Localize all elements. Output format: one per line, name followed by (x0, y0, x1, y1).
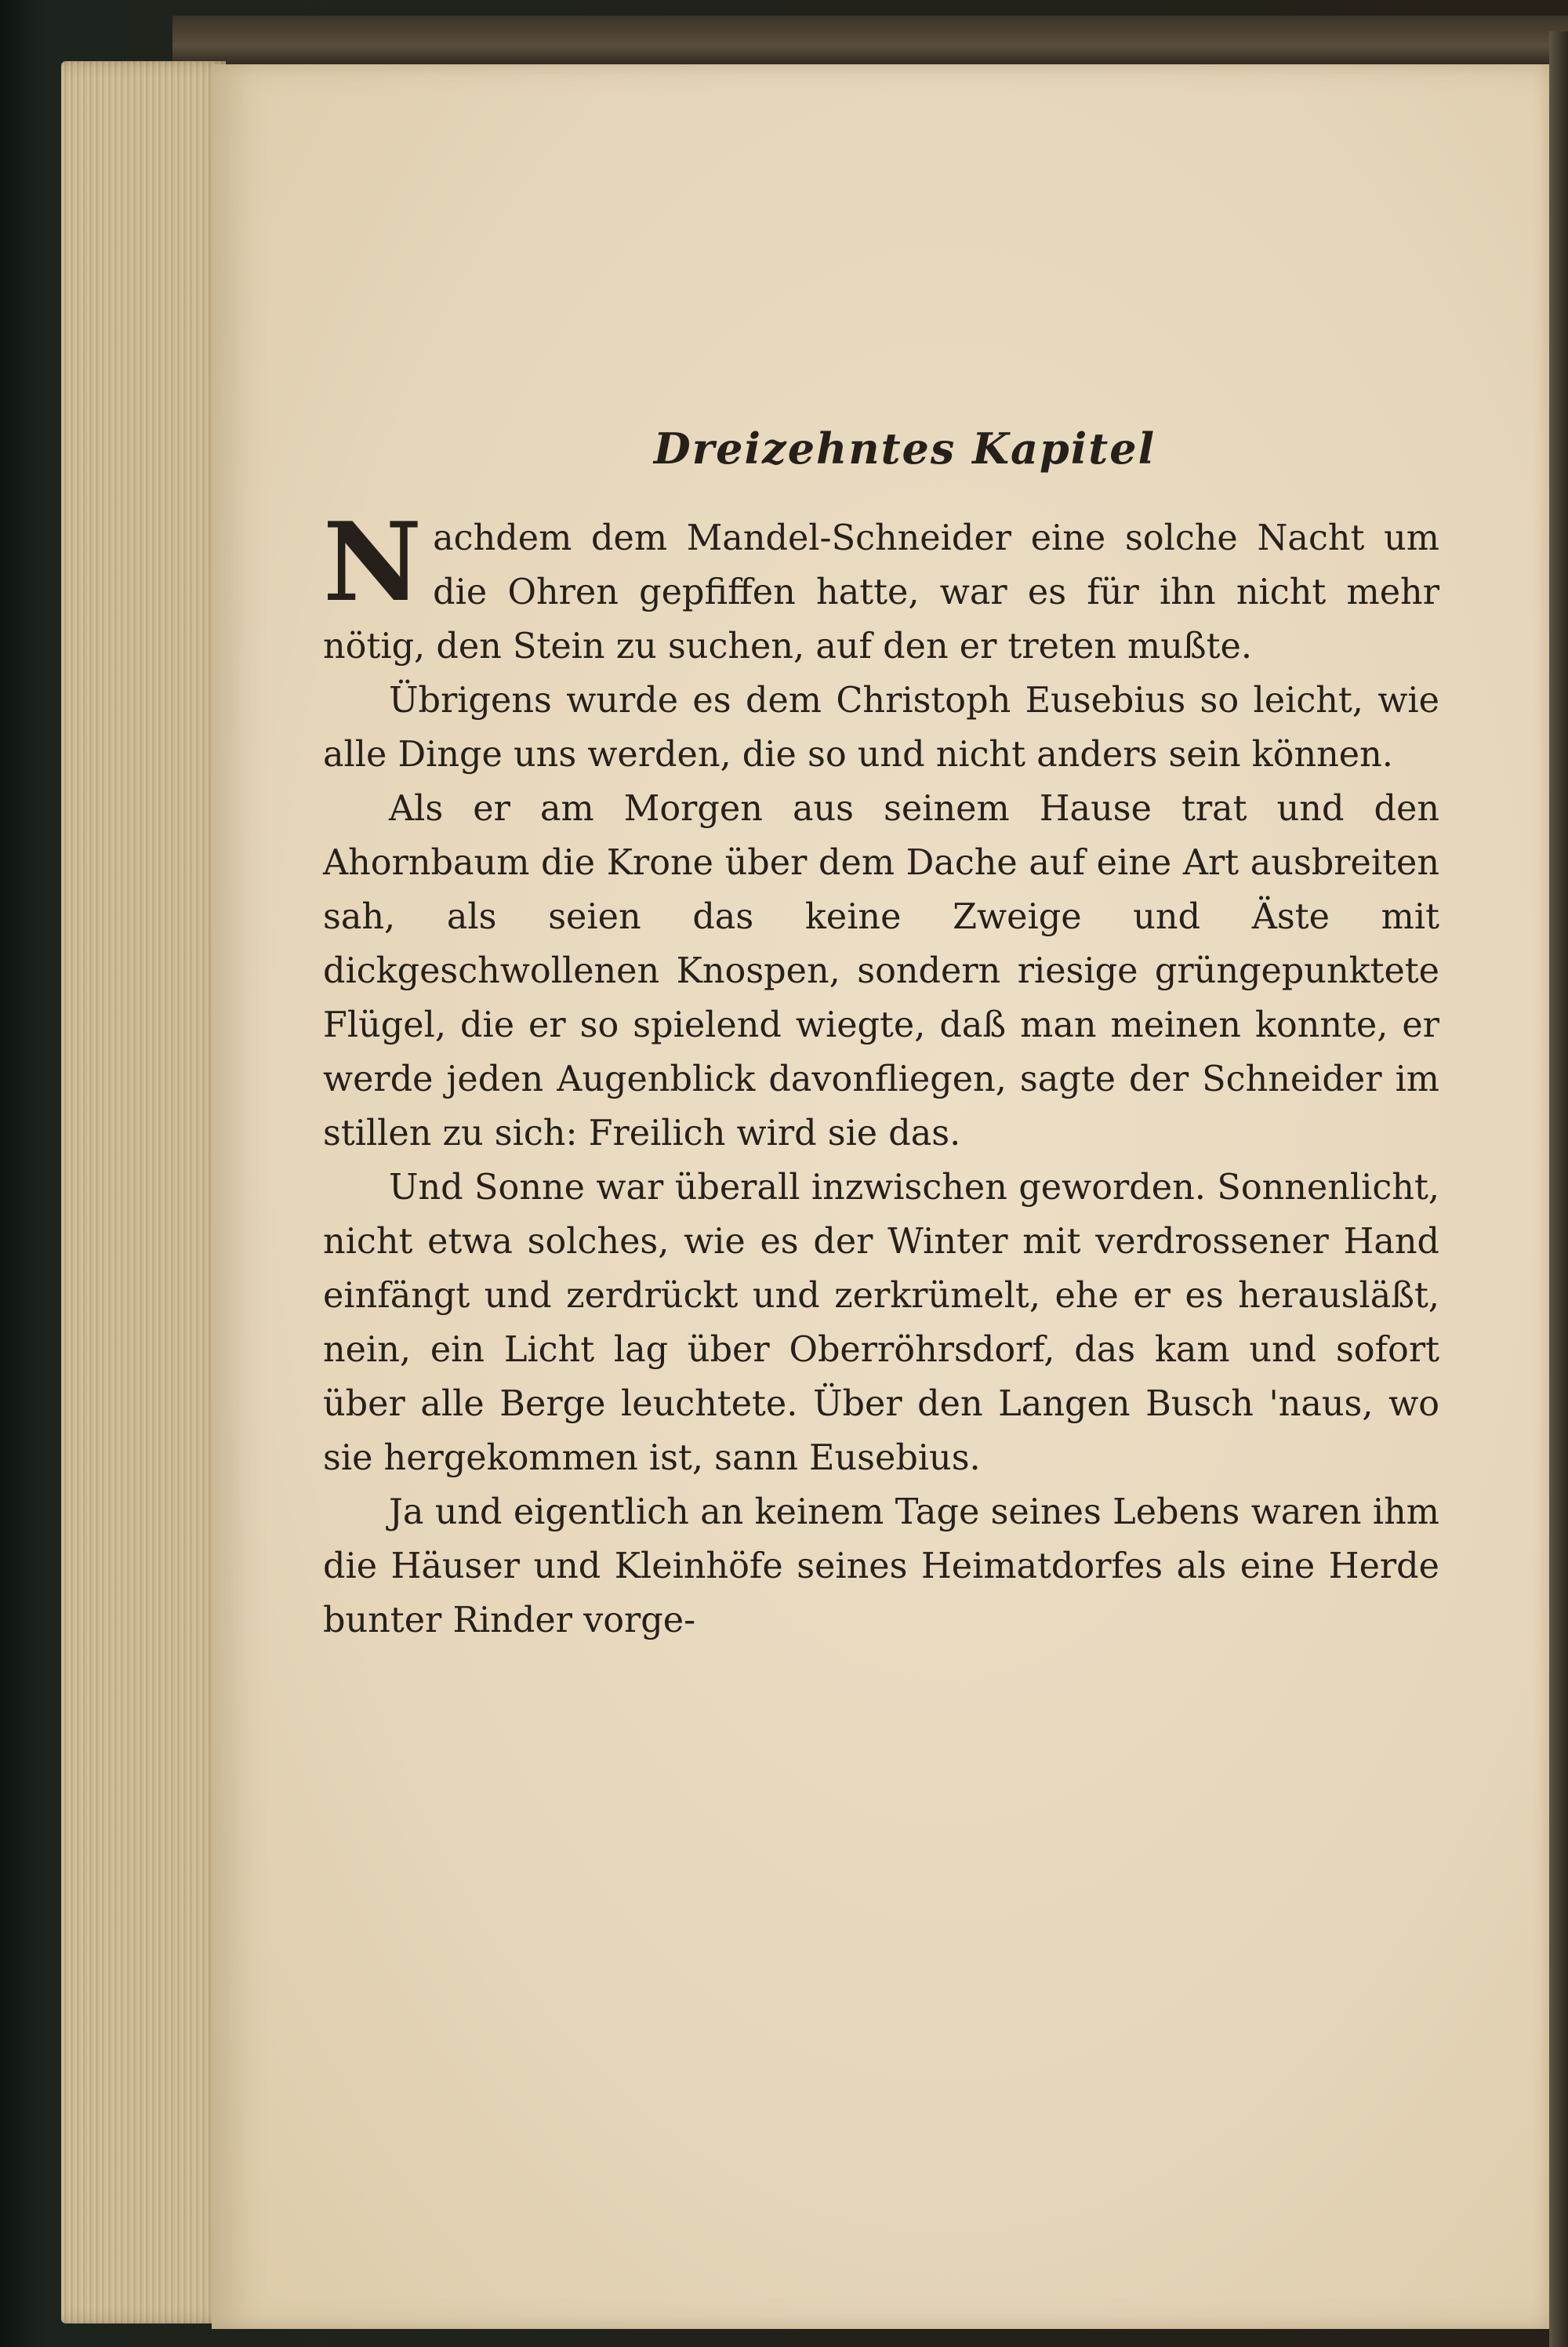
page-text (323, 423, 1439, 1648)
book-cover-edge (1549, 31, 1568, 2347)
drop-cap-initial: N (323, 498, 423, 626)
page-edges-stack (61, 61, 226, 2323)
book-binding (172, 16, 1568, 71)
paragraph-3: Als er am Morgen aus seinem Hause trat und den Ahornbaum die Krone über dem Dache auf eine Art ausbreiten sah, als seien das keine Zweige und Äste mit dickgeschwollenen Knospen, sondern riesige grüngepunktete Flügel, die er so spielend wiegte, daß man meinen konnte, er werde jeden Augenblick davonfliegen, sagte der Schneider im stillen zu sich: Freilich wird sie das. (323, 789, 1439, 1154)
paragraph-4: Und Sonne war überall inzwischen geworden. Sonnenlicht, nicht etwa solches, wie es der Winter mit verdrossener Hand einfängt und zerdrückt und zerkrümelt, ehe er es herausläßt, nein, ein Licht lag über Oberröhrsdorf, das kam und sofort über alle Berge leuchtete. Über den Langen Busch 'naus, wo sie hergekommen ist, sann Eusebius. (323, 1168, 1439, 1478)
chapter-title: Dreizehntes Kapitel (653, 423, 1156, 474)
paragraph-5: Ja und eigentlich an keinem Tage seines Lebens waren ihm die Häuser und Kleinhöfe seines Heimatdorfes als eine Herde bunter Rinder vorge- (323, 1492, 1439, 1640)
paragraph-1 (323, 498, 1439, 674)
paragraph-2: Übrigens wurde es dem Christoph Eusebius so leicht, wie alle Dinge uns werden, die so und nicht anders sein können. (323, 681, 1439, 775)
paragraph-1-text: achdem dem Mandel-Schneider eine solche Nacht um die Ohren gepfiffen hatte, war es für ihn nicht mehr nötig, den Stein zu suchen, auf den er treten mußte. (323, 518, 1439, 667)
